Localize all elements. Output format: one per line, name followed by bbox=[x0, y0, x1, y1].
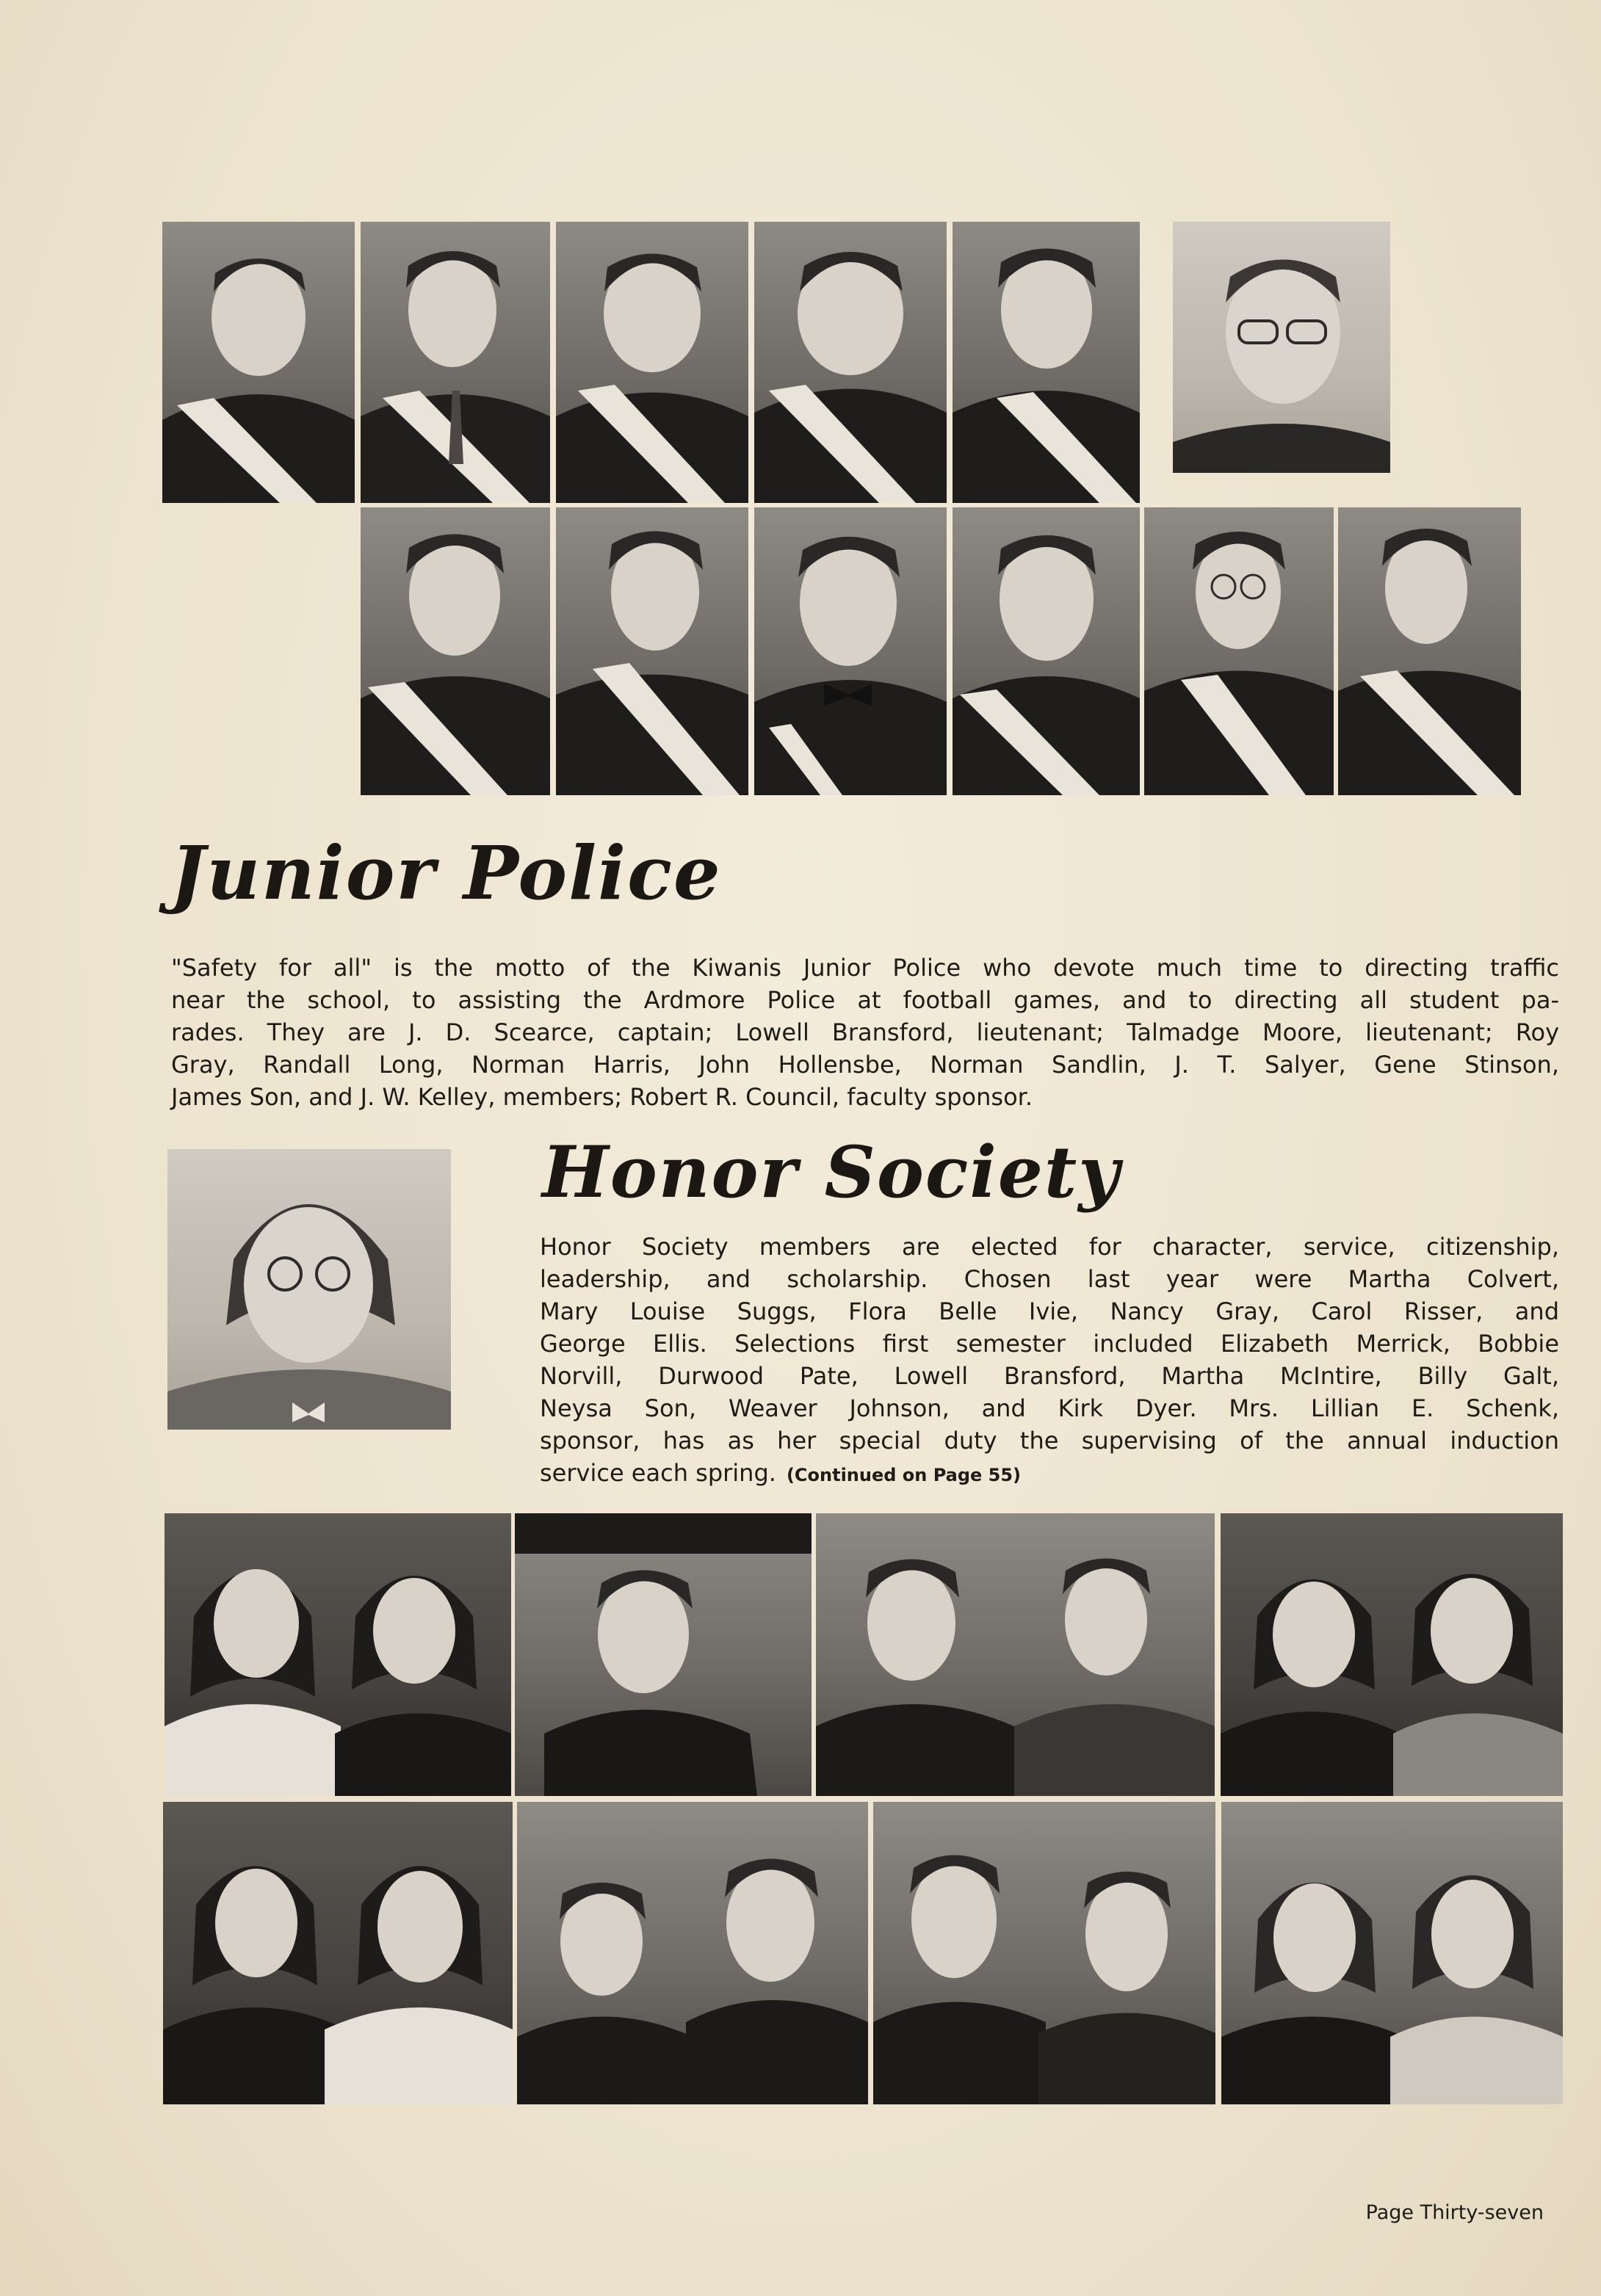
junior-police-line: near the school, to assisting the Ardmore Police at football games, and to directing all student pa- bbox=[171, 986, 1559, 1014]
honor-society-line: sponsor, has as her special duty the supervising of the annual induction bbox=[540, 1427, 1559, 1455]
honor-society-photo-boys-2 bbox=[517, 1802, 868, 2104]
honor-society-photo-girls-2 bbox=[1221, 1513, 1563, 1796]
junior-police-title: Junior Police bbox=[170, 830, 722, 916]
portrait-junior-police-11 bbox=[1338, 507, 1521, 795]
portrait-junior-police-2 bbox=[361, 222, 550, 503]
honor-society-line: Norvill, Durwood Pate, Lowell Bransford, Martha McIntire, Billy Galt, bbox=[540, 1362, 1559, 1390]
continued-note: (Continued on Page 55) bbox=[786, 1465, 1022, 1485]
portrait-junior-police-5 bbox=[953, 222, 1140, 503]
junior-police-paragraph bbox=[171, 952, 1559, 1113]
page-number: Page Thirty-seven bbox=[1365, 2201, 1544, 2224]
portrait-junior-police-10 bbox=[1144, 507, 1334, 795]
portrait-junior-police-8 bbox=[754, 507, 947, 795]
portrait-junior-police-7 bbox=[556, 507, 748, 795]
honor-society-photo-boy bbox=[515, 1513, 812, 1796]
junior-police-line: Gray, Randall Long, Norman Harris, John Hollensbe, Norman Sandlin, J. T. Salyer, Gene Stinson, bbox=[171, 1051, 1559, 1079]
portrait-junior-police-3 bbox=[556, 222, 748, 503]
portrait-honor-society-sponsor bbox=[167, 1149, 451, 1430]
junior-police-line: James Son, and J. W. Kelley, members; Robert R. Council, faculty sponsor. bbox=[171, 1083, 1033, 1111]
honor-society-line: service each spring. bbox=[540, 1459, 776, 1487]
portrait-junior-police-1 bbox=[162, 222, 355, 503]
honor-society-photo-boys-3 bbox=[873, 1802, 1215, 2104]
honor-society-photo-boys-1 bbox=[816, 1513, 1215, 1796]
honor-society-photo-girls-1 bbox=[165, 1513, 511, 1796]
portrait-junior-police-9 bbox=[953, 507, 1140, 795]
portrait-junior-police-4 bbox=[754, 222, 947, 503]
junior-police-line: "Safety for all" is the motto of the Kiwanis Junior Police who devote much time to directing traffic bbox=[171, 954, 1559, 982]
portrait-junior-police-6 bbox=[361, 507, 550, 795]
honor-society-photo-girls-4 bbox=[1221, 1802, 1563, 2104]
honor-society-line: George Ellis. Selections first semester included Elizabeth Merrick, Bobbie bbox=[540, 1330, 1559, 1358]
honor-society-title: Honor Society bbox=[542, 1131, 1121, 1214]
honor-society-paragraph bbox=[540, 1231, 1559, 1491]
honor-society-line: Mary Louise Suggs, Flora Belle Ivie, Nancy Gray, Carol Risser, and bbox=[540, 1297, 1559, 1325]
honor-society-line-last bbox=[540, 1457, 1559, 1491]
honor-society-line: leadership, and scholarship. Chosen last year were Martha Colvert, bbox=[540, 1265, 1559, 1293]
honor-society-line: Honor Society members are elected for character, service, citizenship, bbox=[540, 1233, 1559, 1261]
honor-society-photo-girls-3 bbox=[163, 1802, 513, 2104]
honor-society-line: Neysa Son, Weaver Johnson, and Kirk Dyer. Mrs. Lillian E. Schenk, bbox=[540, 1394, 1559, 1422]
junior-police-line: rades. They are J. D. Scearce, captain; Lowell Bransford, lieutenant; Talmadge Moore, lieutenant; Roy bbox=[171, 1018, 1559, 1046]
portrait-faculty-sponsor-junior-police bbox=[1173, 222, 1390, 473]
